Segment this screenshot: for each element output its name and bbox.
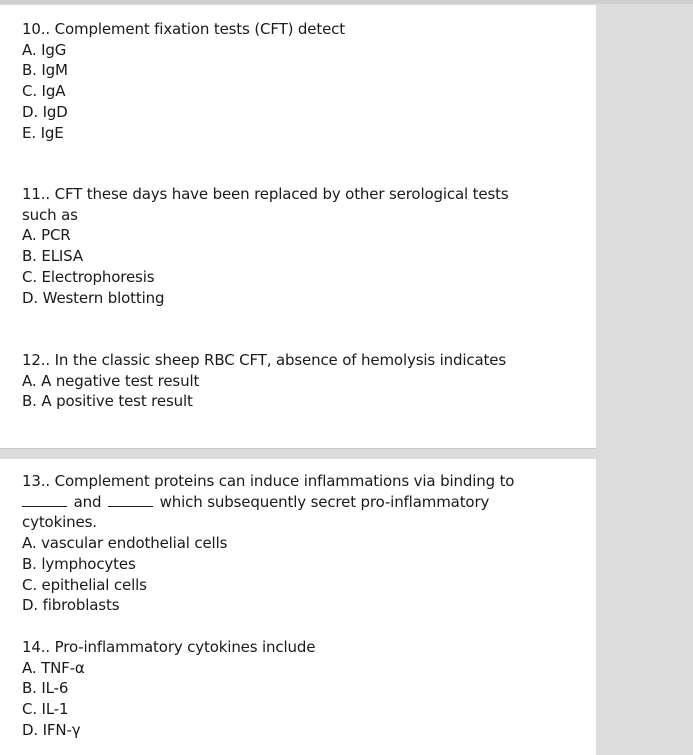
answer-option: A. PCR — [22, 226, 71, 245]
document-page-2 — [0, 459, 596, 755]
document-page-1 — [0, 5, 596, 449]
question-stem-cont: cytokines. — [22, 513, 97, 532]
answer-option: B. ELISA — [22, 247, 83, 266]
question-10 — [22, 19, 345, 143]
answer-option: C. Electrophoresis — [22, 267, 155, 286]
stem-continuation: which subsequently secret pro-inflammatory — [155, 492, 490, 511]
answer-option: A. IgG — [22, 40, 67, 59]
blank-connector: and — [69, 492, 107, 511]
question-12 — [22, 350, 506, 412]
answer-option: C. IgA — [22, 82, 66, 101]
answer-option: D. IFN-γ — [22, 720, 81, 739]
answer-option: C. epithelial cells — [22, 575, 147, 594]
answer-option: B. lymphocytes — [22, 554, 136, 573]
question-stem: 12.. In the classic sheep RBC CFT, absence of hemolysis indicates — [22, 351, 507, 369]
question-14 — [22, 637, 315, 741]
answer-option: B. IgM — [22, 61, 68, 80]
top-border — [0, 0, 693, 4]
answer-option: B. A positive test result — [22, 392, 193, 411]
answer-option: D. IgD — [22, 102, 68, 121]
answer-option: A. TNF-α — [22, 658, 85, 677]
answer-option: D. Western blotting — [22, 288, 165, 307]
question-stem-cont: such as — [22, 205, 78, 224]
question-stem-blanks — [22, 492, 514, 513]
question-13 — [22, 471, 514, 616]
fill-in-blank — [22, 494, 67, 507]
fill-in-blank — [108, 494, 153, 507]
answer-option: E. IgE — [22, 123, 64, 142]
question-11 — [22, 184, 509, 308]
answer-option: D. fibroblasts — [22, 596, 120, 615]
question-stem: 11.. CFT these days have been replaced by other serological tests — [22, 185, 509, 203]
question-stem: 10.. Complement fixation tests (CFT) detect — [22, 20, 345, 38]
answer-option: A. A negative test result — [22, 371, 200, 390]
question-stem: 14.. Pro-inflammatory cytokines include — [22, 638, 316, 656]
answer-option: B. IL-6 — [22, 679, 69, 698]
answer-option: C. IL-1 — [22, 700, 69, 719]
question-stem: 13.. Complement proteins can induce inflammations via binding to — [22, 472, 515, 490]
answer-option: A. vascular endothelial cells — [22, 534, 228, 553]
